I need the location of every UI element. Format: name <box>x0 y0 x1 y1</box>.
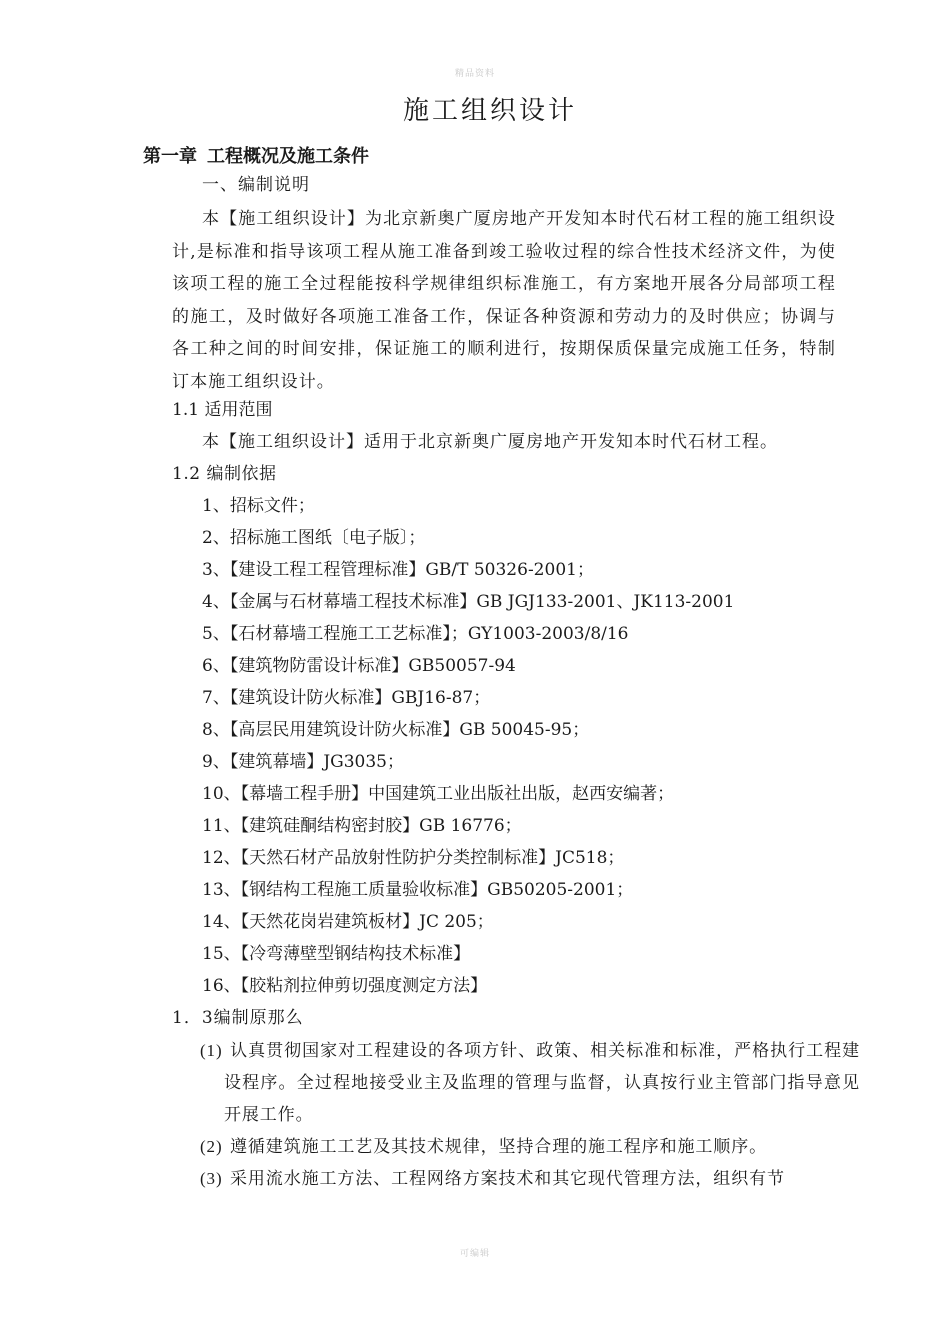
basis-item: 13、【钢结构工程施工质量验收标准】GB50205-2001； <box>202 880 634 900</box>
basis-heading: 1.2 编制依据 <box>172 464 277 484</box>
principle-text: 遵循建筑施工工艺及其技术规律，坚持合理的施工程序和施工顺序。 <box>230 1137 767 1157</box>
basis-item: 10、【幕墙工程手册】中国建筑工业出版社出版，赵西安编著； <box>202 784 675 804</box>
header-watermark: 精品资料 <box>454 69 495 79</box>
basis-item: 3、【建设工程工程管理标准】GB/T 50326-2001； <box>202 560 594 580</box>
principles-heading: 1．3编制原那么 <box>172 1008 304 1028</box>
scope-text: 本【施工组织设计】适用于北京新奥广厦房地产开发知本时代石材工程。 <box>202 432 778 452</box>
basis-item: 8、【高层民用建筑设计防火标准】GB 50045-95； <box>202 720 590 740</box>
basis-item: 4、【金属与石材幕墙工程技术标准】GB JGJ133-2001、JK113-2001 <box>202 592 735 612</box>
basis-item: 6、【建筑物防雷设计标准】GB50057-94 <box>202 656 516 676</box>
section-heading: 一、编制说明 <box>202 175 310 195</box>
scope-heading: 1.1 适用范围 <box>172 400 273 420</box>
chapter-title: 工程概况及施工条件 <box>207 146 369 167</box>
intro-paragraph: 本【施工组织设计】为北京新奥广厦房地产开发知本时代石材工程的施工组织设计,是标准和指导该项工程从施工准备到竣工验收过程的综合性技术经济文件，为使该项工程的施工全过程能按科学规律组织标准施工，有方案地开展各分局部项工程的施工，及时做好各项施工准备工作，保证各种资源和劳动力的及时供应；协调与各工种之间的时间安排，保证施工的顺利进行，按期保质保量完成施工任务，特制订本施工组织设计。 <box>172 209 836 392</box>
basis-item: 16、【胶粘剂拉伸剪切强度测定方法】 <box>202 976 488 996</box>
basis-item: 15、【冷弯薄壁型钢结构技术标准】 <box>202 944 471 964</box>
footer-watermark: 可编辑 <box>459 1249 490 1259</box>
basis-item: 9、【建筑幕墙】JG3035； <box>202 752 404 772</box>
basis-item: 1、招标文件； <box>202 496 315 516</box>
chapter-number: 第一章 <box>143 146 197 167</box>
principle-number: (3) <box>200 1169 223 1188</box>
principle-item <box>200 1163 860 1195</box>
chapter-heading <box>143 142 369 168</box>
basis-item: 14、【天然花岗岩建筑板材】JC 205； <box>202 912 494 932</box>
principle-number: (1) <box>200 1041 223 1060</box>
basis-item: 2、招标施工图纸〔电子版〕； <box>202 528 426 548</box>
basis-item: 11、【建筑硅酮结构密封胶】GB 16776； <box>202 816 522 836</box>
principle-item <box>200 1131 860 1163</box>
principle-text: 采用流水施工方法、工程网络方案技术和其它现代管理方法，组织有节 <box>230 1169 785 1189</box>
basis-item: 7、【建筑设计防火标准】GBJ16-87； <box>202 688 491 708</box>
document-title: 施工组织设计 <box>402 96 577 126</box>
basis-item: 12、【天然石材产品放射性防护分类控制标准】JC518； <box>202 848 625 868</box>
principle-number: (2) <box>200 1137 223 1156</box>
principle-item <box>200 1035 860 1131</box>
principle-text: 认真贯彻国家对工程建设的各项方针、政策、相关标准和标准，严格执行工程建设程序。全过程地接受业主及监理的管理与监督，认真按行业主管部门指导意见开展工作。 <box>224 1041 860 1125</box>
basis-item: 5、【石材幕墙工程施工工艺标准】；GY1003-2003/8/16 <box>202 624 629 644</box>
